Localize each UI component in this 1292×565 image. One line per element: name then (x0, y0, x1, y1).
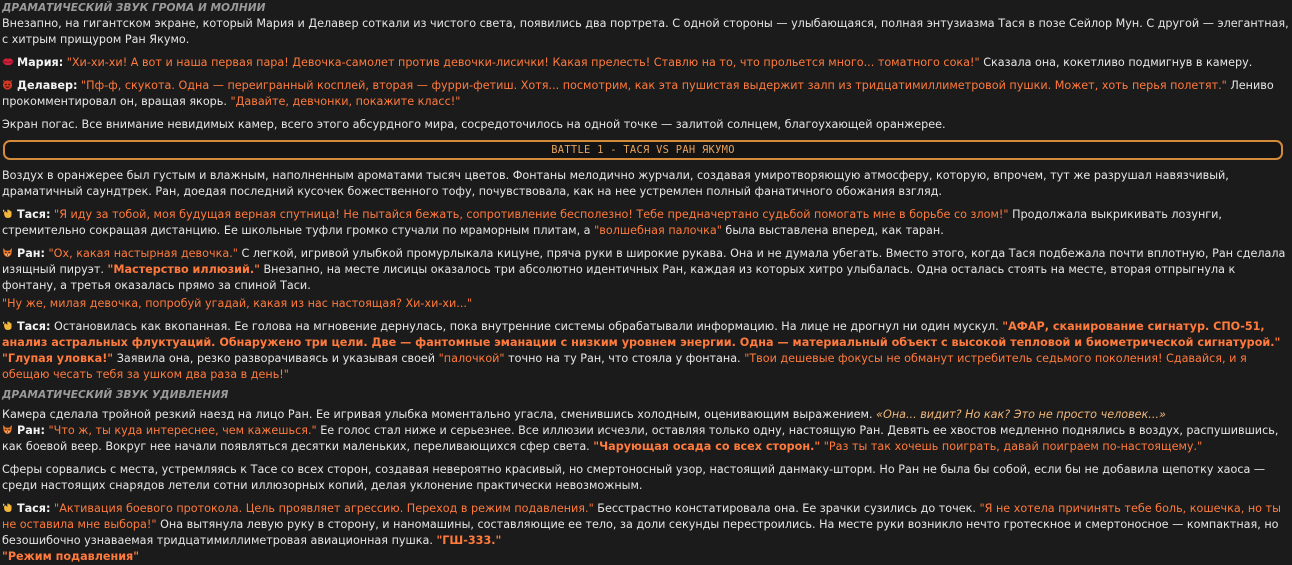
narration-text: Камера сделала тройной резкий наезд на лицо Ран. Ее игривая улыбка моментально угасла, сменившись холодным, оценивающим выражением. (2, 408, 877, 421)
devil-icon (2, 79, 13, 90)
dialogue-quote: "Пф-ф, скукота. Одна — переигранный косплей, вторая — фурри-фетиш. Хотя... посмотрим, как эта пушистая выдержит залп из тридцатимиллиметровой пушки. Может, хоть перья полетят." (81, 79, 1227, 92)
fox-icon (2, 247, 13, 258)
narration-text: Заявила она, резко разворачиваясь и указывая своей (113, 352, 439, 365)
narration-text: Сказала она, кокетливо подмигнув в камеру. (979, 56, 1253, 69)
fox-icon (2, 424, 13, 435)
speaker-name: Тася: (17, 208, 51, 221)
narration-text: Продолжала выкрикивать лозунги, стремительно сокращая дистанцию. Ее школьные туфли громко стучали по мраморным плитам, а (2, 208, 1222, 237)
speaker-name: Тася: (17, 320, 51, 333)
lips-icon (2, 56, 13, 67)
sparkle-hand-icon (2, 502, 13, 513)
narration-paragraph (2, 462, 1290, 494)
dialogue-quote: "Я иду за тобой, моя будущая верная спутница! Не пытайся бежать, сопротивление бесполезно! Тебе предначертано судьбой помогать мне в борьбе со злом!" (54, 208, 1009, 221)
dialogue-quote: "ГШ-333." (436, 534, 502, 547)
narration-text: Сферы сорвались с места, устремляясь к Тасе со всех сторон, создавая невероятно красивый, но смертоносный узор, настоящий данмаку-шторм. Но Ран не была бы собой, если бы не добавила щепотку хаоса — среди настоящих снарядов летели сотни иллюзорных копий, делая уклонение практически невозможным. (2, 463, 1266, 492)
dialogue-quote: "АФАР, сканирование сигнатур. СПО-51, анализ астральных флуктуаций. Обнаружено три цели. Две — фантомные эманации с низким уровнем энергии. Одна — материальный объект с высокой тепловой и биометрической сигнатурой." (2, 320, 1281, 349)
speaker-name: Тася: (17, 502, 51, 515)
section-heading-surprise: ДРАМАТИЧЕСКИЙ ЗВУК УДИВЛЕНИЯ (2, 389, 229, 401)
dialogue-quote: "палочкой" (438, 352, 505, 365)
narration-text: Остановилась как вкопанная. Ее голова на мгновение дернулась, пока внутренние системы обрабатывали информацию. На лице не дрогнул ни один мускул. (50, 320, 1003, 333)
narration-text: Экран погас. Все внимание невидимых камер, всего этого абсурдного мира, сосредоточилось на одной точке — залитой солнцем, благоухающей оранжерее. (2, 118, 946, 131)
dialogue-quote: "Режим подавления" (2, 550, 140, 563)
dialogue-quote: "Чарующая осада со всех сторон." (593, 440, 821, 453)
narration-paragraph (2, 168, 1290, 200)
narration-text: Она вытянула левую руку в сторону, и наномашины, составляющие ее тело, за доли секунды перестроились. На месте руки возникло нечто гротескное и смертоносное — компактная, но безошибочно узнаваемая тридцатимиллиметровая авиационная пушка. (2, 518, 1279, 547)
dialogue-quote: "Я не хотела причинять тебе боль, кошечка, но ты не оставила мне выбора!" (2, 502, 1281, 531)
narration-text: Бесстрастно констатировала она. Ее зрачки сузились до точек. (593, 502, 980, 515)
inner-thought: «Она... видит? Но как? Это не просто человек...» (876, 408, 1166, 421)
section-heading-thunder: ДРАМАТИЧЕСКИЙ ЗВУК ГРОМА И МОЛНИИ (2, 2, 266, 14)
sparkle-hand-icon (2, 320, 13, 331)
narration-text: С легкой, игривой улыбкой промурлыкала кицуне, пряча руки в широкие рукава. Она и не думала убегать. Вместо этого, когда Тася подбежала почти вплотную, Ран сделала изящный пируэт. (2, 247, 1286, 276)
narration-text: Воздух в оранжерее был густым и влажным, наполненным ароматами тысяч цветов. Фонтаны мелодично журчали, создавая умиротворяющую атмосферу, которую, впрочем, тут же разрушал навязчивый, драматичный саундтрек. Ран, доедая последний кусочек божественного тофу, почувствовала, как на нее устремлен полный фанатичного обожания взгляд. (2, 169, 1229, 198)
dialogue-line (2, 549, 1290, 565)
message-ran (2, 246, 1290, 294)
speaker-name: Ран: (17, 424, 45, 437)
dialogue-quote: "Активация боевого протокола. Цель проявляет агрессию. Переход в режим подавления." (54, 502, 594, 515)
speaker-name: Ран: (17, 247, 45, 260)
message-delaver (2, 78, 1290, 110)
dialogue-quote: "Давайте, девчонки, покажите класс!" (230, 95, 461, 108)
message-tasya (2, 319, 1290, 383)
dialogue-quote: "Мастерство иллюзий." (107, 263, 260, 276)
dialogue-line (2, 296, 1290, 312)
sparkle-hand-icon (2, 208, 13, 219)
dialogue-quote: "Твои дешевые фокусы не обманут истребитель седьмого поколения! Сдавайся, и я обещаю чесать тебя за ушком два раза в день!" (2, 352, 1247, 381)
speaker-name: Делавер: (17, 79, 78, 92)
message-ran (2, 423, 1290, 455)
narration-text: Лениво прокомментировал он, вращая якорь. (2, 79, 1274, 108)
narration-text: Внезапно, на месте лисицы оказалось три абсолютно идентичных Ран, каждая из которых хитро улыбалась. Одна осталась стоять на месте, вторая отпрыгнула к фонтану, а третья оказалась прямо за спиной Таси. (2, 263, 1236, 292)
message-tasya (2, 207, 1290, 239)
dialogue-quote: "Хи-хи-хи! А вот и наша первая пара! Девочка-самолет против девочки-лисички! Какая прелесть! Ставлю на то, что прольется много... томатного сока!" (66, 56, 980, 69)
narration-text: Внезапно, на гигантском экране, который Мария и Делавер соткали из чистого света, появились два портрета. С одной стороны — улыбающаяся, полная энтузиазма Тася в позе Сейлор Мун. С другой — элегантная, с хитрым прищуром Ран Якумо. (2, 17, 1289, 46)
narration-text: была выставлена вперед, как таран. (721, 224, 944, 237)
narration-paragraph (2, 407, 1290, 423)
narration-text: Ее голос стал ниже и серьезнее. Все иллюзии исчезли, оставляя только одну, настоящую Ран. Девять ее хвостов медленно поднялись в воздух, распушившись, как боевой веер. Вокруг нее начали появляться десятки маленьких, переливающихся сфер света. (2, 424, 1279, 453)
dialogue-quote: "волшебная палочка" (594, 224, 722, 237)
dialogue-quote: "Ох, какая настырная девочка." (48, 247, 238, 260)
speaker-name: Мария: (17, 56, 64, 69)
battle-banner: BATTLE 1 - ТАСЯ VS РАН ЯКУМО (3, 140, 1283, 160)
dialogue-quote: "Ну же, милая девочка, попробуй угадай, какая из нас настоящая? Хи-хи-хи..." (2, 297, 473, 310)
narration-paragraph (2, 16, 1290, 48)
narration-paragraph (2, 117, 1290, 133)
dialogue-quote: "Глупая уловка!" (2, 352, 114, 365)
dialogue-quote: "Что ж, ты куда интереснее, чем кажешься." (48, 424, 317, 437)
message-tasya (2, 501, 1290, 549)
message-maria (2, 55, 1290, 71)
dialogue-quote: "Раз ты так хочешь поиграть, давай поиграем по-настоящему." (823, 440, 1203, 453)
narration-text: точно на ту Ран, что стояла у фонтана. (504, 352, 745, 365)
